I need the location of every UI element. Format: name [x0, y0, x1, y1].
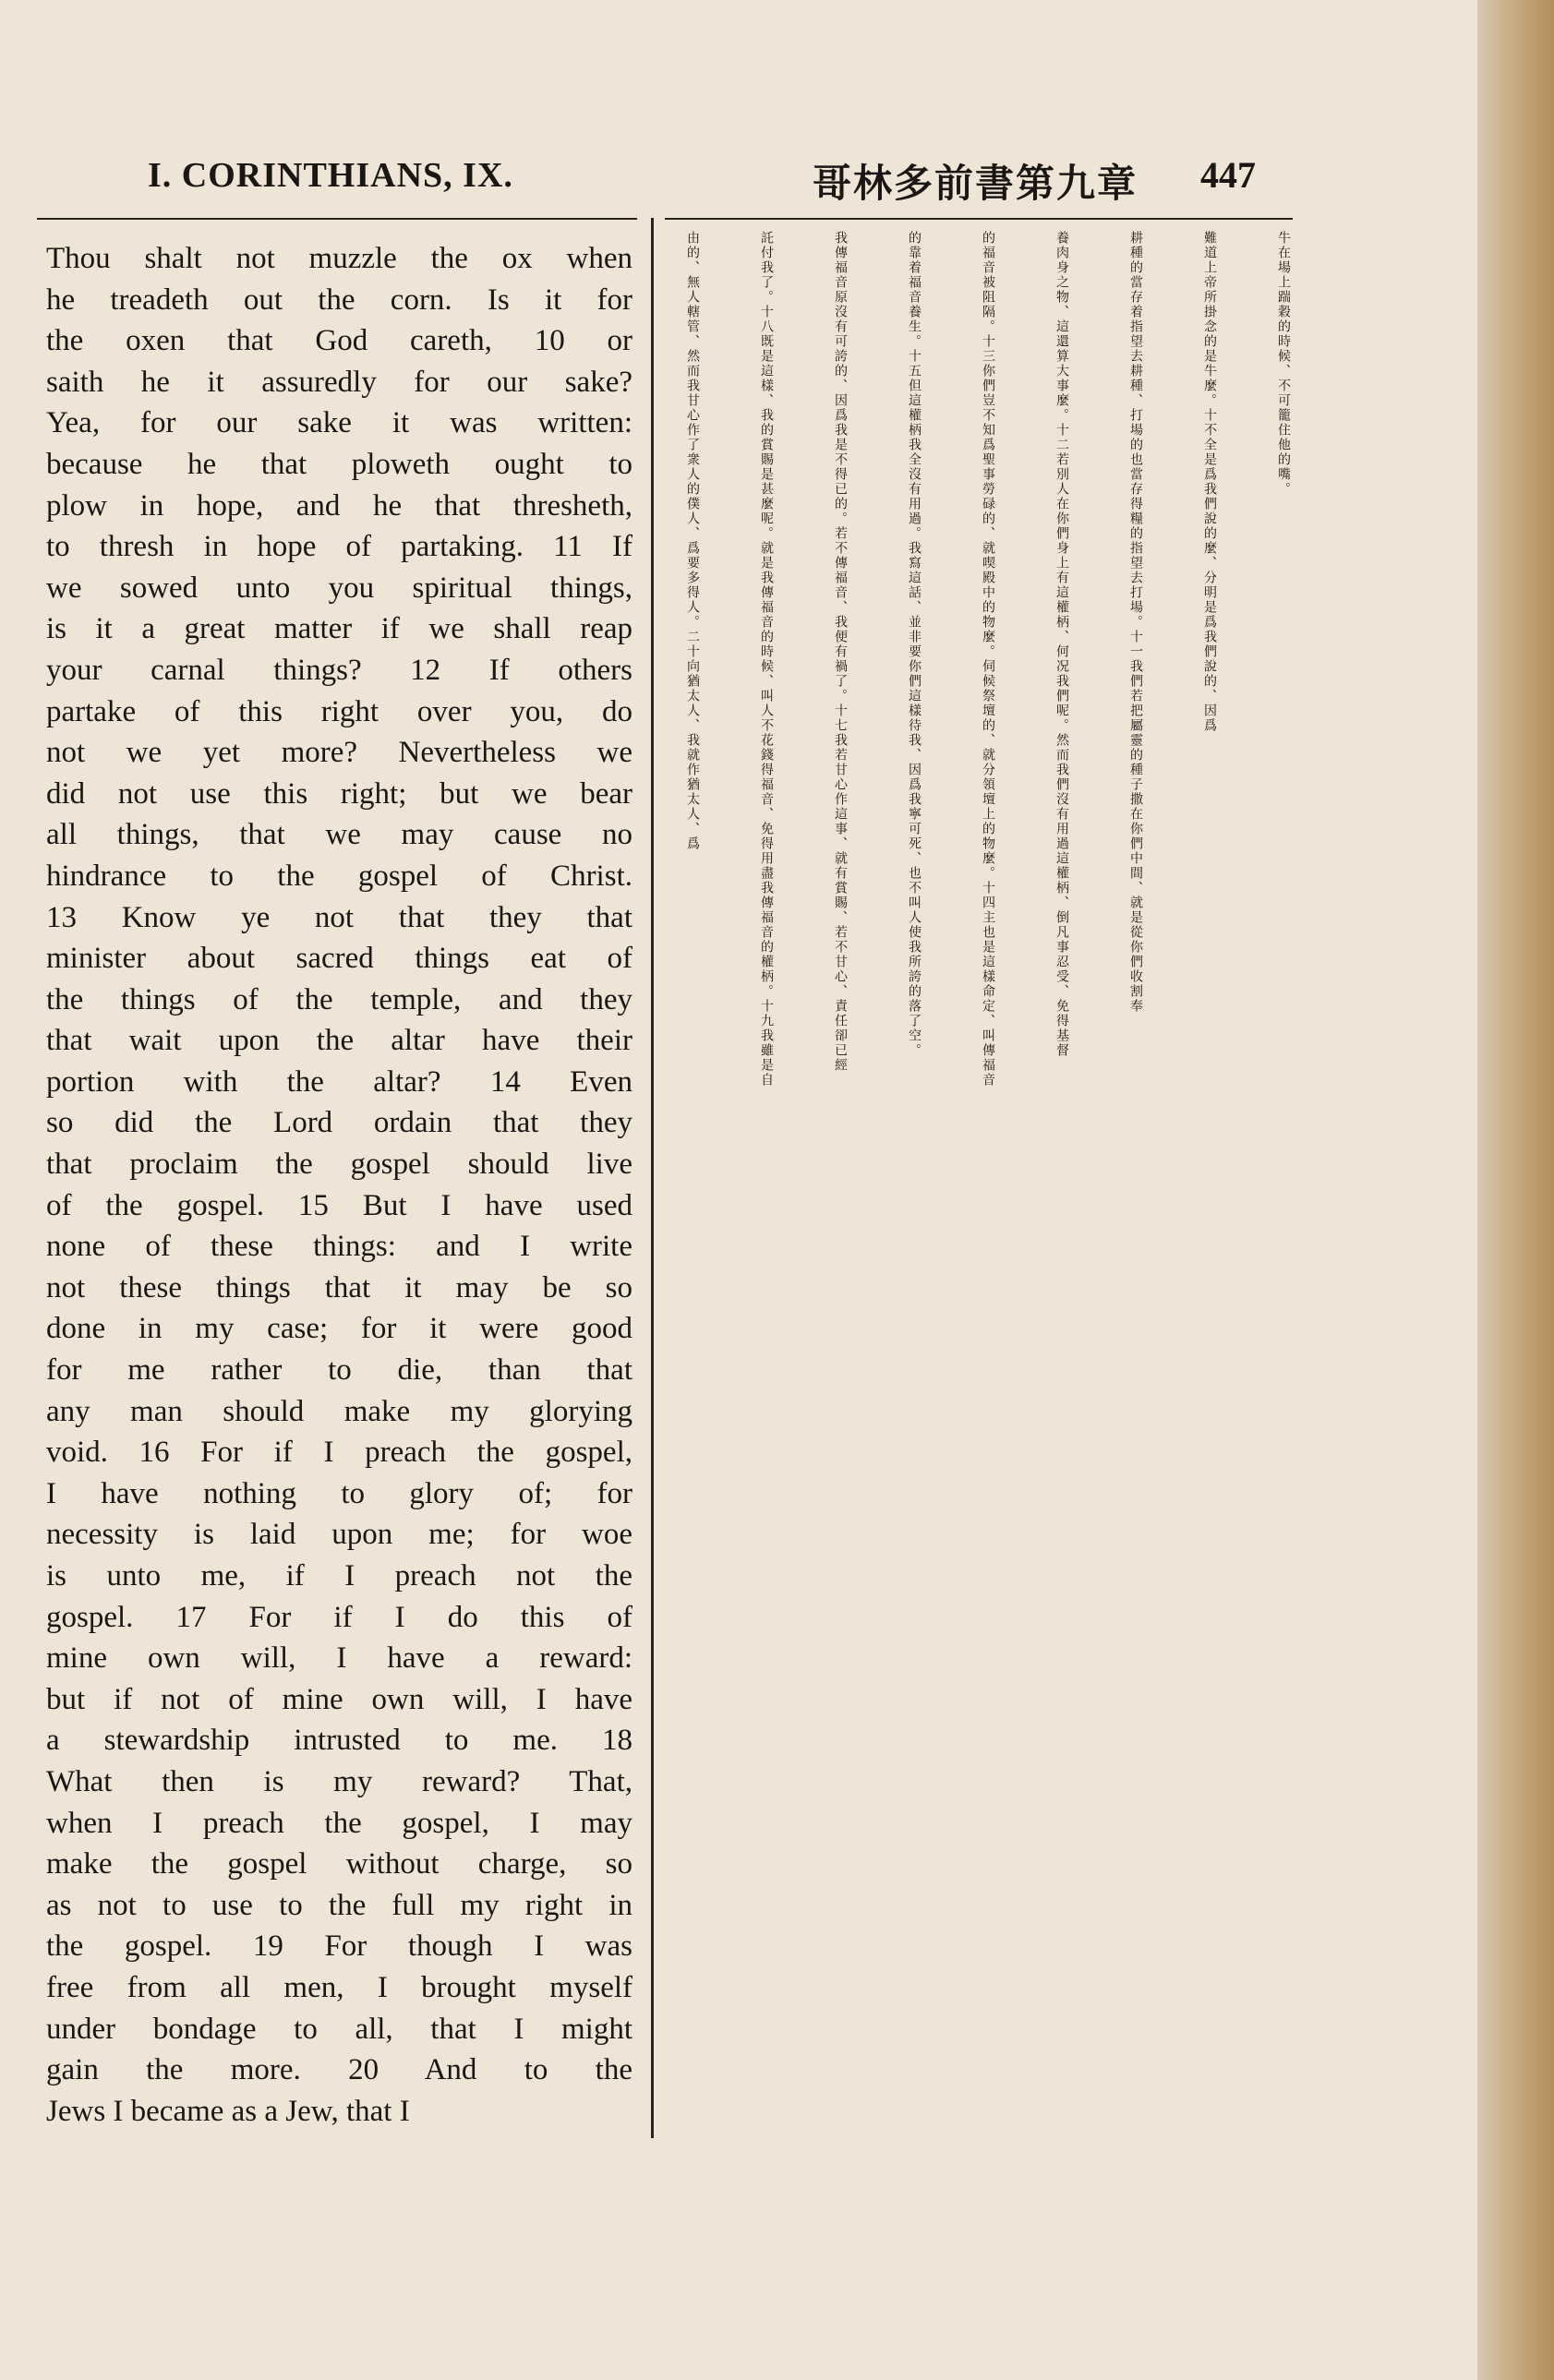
- english-line: What then is my reward? That,: [46, 1764, 632, 1798]
- page-edge: [1477, 0, 1554, 2380]
- chinese-running-title: 哥林多前書第九章: [813, 161, 1138, 206]
- english-line: make the gospel without charge, so: [46, 1847, 632, 1881]
- chinese-text-column: [683, 231, 1320, 2151]
- english-line: a stewardship intrusted to me. 18: [46, 1724, 632, 1758]
- header-rule-right: [665, 218, 1293, 220]
- english-line: that proclaim the gospel should live: [46, 1148, 632, 1182]
- english-line: for me rather to die, than that: [46, 1353, 632, 1388]
- chinese-column: 我傳福音原沒有可誇的、因爲我是不得已的。若不傳福音、我便有禍了。十七我若甘心作這事、就有賞賜、若不甘心、責任卻已經: [833, 231, 848, 1073]
- chinese-column: 養肉身之物、這還算大事麼。十二若別人在你們身上有這權柄、何况我們呢。然而我們沒有用過這權柄、倒凡事忍受、免得基督: [1054, 231, 1069, 1058]
- english-line: so did the Lord ordain that they: [46, 1106, 632, 1140]
- english-line: saith he it assuredly for our sake?: [46, 365, 632, 399]
- english-line: done in my case; for it were good: [46, 1312, 632, 1346]
- english-line: none of these things: and I write: [46, 1230, 632, 1264]
- running-title: I. CORINTHIANS, IX.: [148, 156, 513, 195]
- chinese-column: 難道上帝所掛念的是牛麼。十不全是爲我們說的麼、分明是爲我們說的、因爲: [1202, 231, 1217, 733]
- english-text-column: [46, 238, 632, 2132]
- english-line: under bondage to all, that I might: [46, 2012, 632, 2046]
- english-line: not these things that it may be so: [46, 1270, 632, 1304]
- english-line: when I preach the gospel, I may: [46, 1806, 632, 1840]
- english-line: gain the more. 20 And to the: [46, 2053, 632, 2087]
- chinese-column: 由的、無人轄管、然而我甘心作了衆人的僕人、爲要多得人。二十向猶太人、我就作猶太人、爲: [685, 231, 700, 851]
- english-line: because he that ploweth ought to: [46, 447, 632, 481]
- chinese-column: 的福音被阻隔。十三你們豈不知爲聖事勞碌的、就喫殿中的物麼。伺候祭壇的、就分領壇上的物麼。十四主也是這樣命定、叫傳福音: [981, 231, 995, 1088]
- page-number: 447: [1200, 154, 1256, 196]
- english-line: void. 16 For if I preach the gospel,: [46, 1436, 632, 1470]
- english-line: minister about sacred things eat of: [46, 942, 632, 976]
- english-line: the oxen that God careth, 10 or: [46, 324, 632, 358]
- english-line: mine own will, I have a reward:: [46, 1641, 632, 1676]
- english-line: that wait upon the altar have their: [46, 1024, 632, 1058]
- english-line: but if not of mine own will, I have: [46, 1682, 632, 1716]
- english-line: as not to use to the full my right in: [46, 1888, 632, 1922]
- english-line: I have nothing to glory of; for: [46, 1476, 632, 1510]
- english-line: portion with the altar? 14 Even: [46, 1064, 632, 1099]
- english-line: free from all men, I brought myself: [46, 1970, 632, 2004]
- english-line: 13 Know ye not that they that: [46, 900, 632, 934]
- header-rule-left: [37, 218, 637, 220]
- english-line: did not use this right; but we bear: [46, 776, 632, 811]
- chinese-column: 牛在場上踹穀的時候、不可籠住他的嘴。: [1276, 231, 1291, 497]
- english-line: of the gospel. 15 But I have used: [46, 1188, 632, 1222]
- english-line: the gospel. 19 For though I was: [46, 1929, 632, 1964]
- english-line: Jews I became as a Jew, that I: [46, 2094, 410, 2128]
- english-line: the things of the temple, and they: [46, 982, 632, 1016]
- page-header: [148, 148, 1274, 212]
- chinese-column: 的靠着福音養生。十五但這權柄我全沒有用過。我寫這話、並非要你們這樣待我、因爲我寧可死、也不叫人使我所誇的落了空。: [907, 231, 922, 1058]
- english-line: any man should make my glorying: [46, 1394, 632, 1428]
- english-line: is unto me, if I preach not the: [46, 1559, 632, 1593]
- english-line: Yea, for our sake it was written:: [46, 406, 632, 440]
- english-line: plow in hope, and he that thresheth,: [46, 488, 632, 523]
- english-line: gospel. 17 For if I do this of: [46, 1600, 632, 1634]
- column-divider: [651, 218, 654, 2138]
- english-line: not we yet more? Nevertheless we: [46, 736, 632, 770]
- english-line: he treadeth out the corn. Is it for: [46, 282, 632, 317]
- english-line: all things, that we may cause no: [46, 818, 632, 852]
- chinese-column: 耕種的當存着指望去耕種、打場的也當存得糧的指望去打場。十一我們若把屬靈的種子撒在你們中間、就是從你們收割奉: [1128, 231, 1143, 1014]
- english-line: Thou shalt not muzzle the ox when: [46, 242, 632, 275]
- english-line: your carnal things? 12 If others: [46, 653, 632, 687]
- english-line: necessity is laid upon me; for woe: [46, 1518, 632, 1552]
- english-line: hindrance to the gospel of Christ.: [46, 859, 632, 893]
- chinese-column: 託付我了。十八既是這樣、我的賞賜是甚麼呢。就是我傳福音的時候、叫人不花錢得福音、免得用盡我傳福音的權柄。十九我雖是自: [759, 231, 774, 1088]
- english-line: partake of this right over you, do: [46, 694, 632, 728]
- english-line: we sowed unto you spiritual things,: [46, 571, 632, 605]
- english-line: to thresh in hope of partaking. 11 If: [46, 530, 632, 564]
- english-line: is it a great matter if we shall reap: [46, 612, 632, 646]
